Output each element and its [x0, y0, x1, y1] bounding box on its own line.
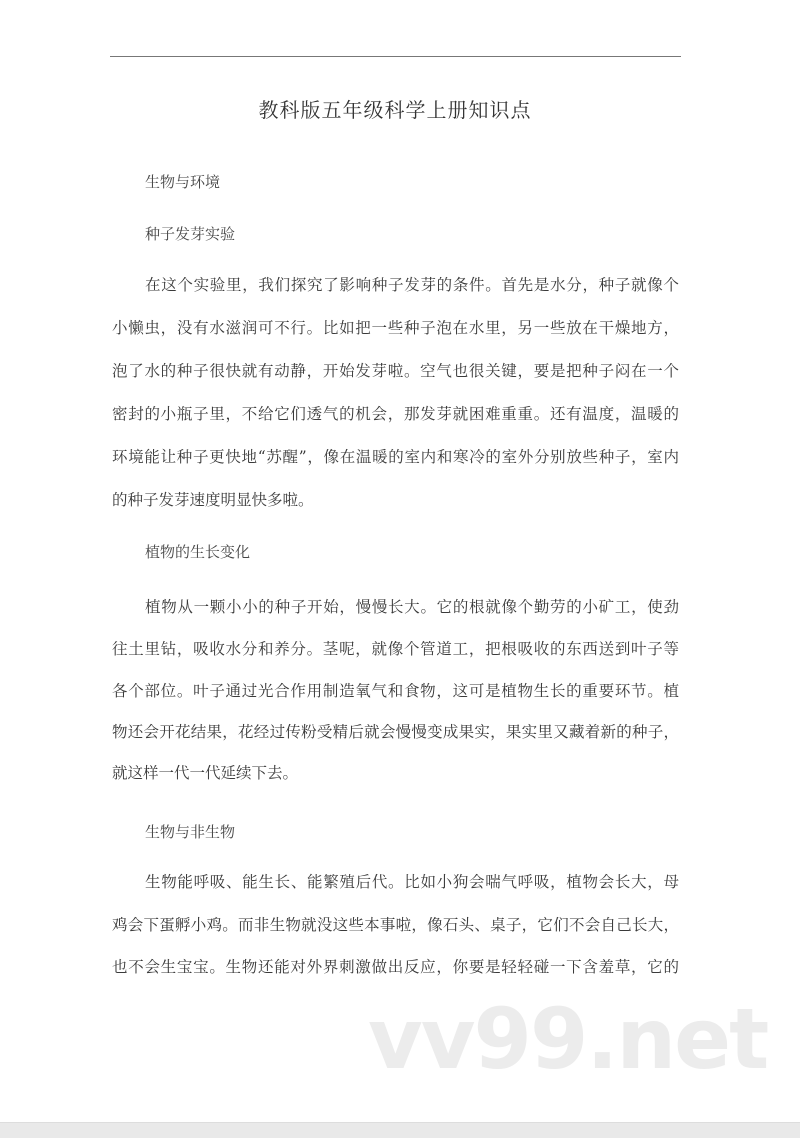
watermark: vv99.net: [368, 990, 768, 1088]
paragraph-line: 密封的小瓶子里，不给它们透气的机会，那发芽就困难重重。还有温度，温暖的: [112, 405, 679, 423]
paragraph-line: 就这样一代一代延续下去。: [112, 764, 299, 782]
paragraph-line: 也不会生宝宝。生物还能对外界刺激做出反应，你要是轻轻碰一下含羞草，它的: [112, 958, 679, 976]
section-heading: 生物与环境: [145, 173, 221, 191]
section-heading: 植物的生长变化: [145, 543, 251, 561]
section-heading: 种子发芽实验: [145, 225, 236, 243]
paragraph-line: 泡了水的种子很快就有动静，开始发芽啦。空气也很关键，要是把种子闷在一个: [112, 362, 679, 380]
paragraph-line: 生物能呼吸、能生长、能繁殖后代。比如小狗会喘气呼吸，植物会长大，母: [145, 873, 679, 891]
paragraph-line: 鸡会下蛋孵小鸡。而非生物就没这些本事啦，像石头、桌子，它们不会自己长大，: [112, 916, 679, 934]
paragraph-line: 植物从一颗小小的种子开始，慢慢长大。它的根就像个勤劳的小矿工，使劲: [145, 598, 679, 616]
header-rule: [110, 56, 681, 57]
paragraph-line: 各个部位。叶子通过光合作用制造氧气和食物，这可是植物生长的重要环节。植: [112, 682, 679, 700]
paragraph-line: 物还会开花结果，花经过传粉受精后就会慢慢变成果实，果实里又藏着新的种子，: [112, 723, 679, 741]
paragraph-line: 环境能让种子更快地“苏醒”，像在温暖的室内和寒冷的室外分别放些种子，室内: [112, 448, 679, 466]
paragraph-line: 小懒虫，没有水滋润可不行。比如把一些种子泡在水里，另一些放在干燥地方，: [112, 319, 679, 337]
section-heading: 生物与非生物: [145, 823, 236, 841]
document-title: 教科版五年级科学上册知识点: [258, 98, 532, 122]
paragraph-line: 往土里钻，吸收水分和养分。茎呢，就像个管道工，把根吸收的东西送到叶子等: [112, 640, 679, 658]
paragraph-line: 在这个实验里，我们探究了影响种子发芽的条件。首先是水分，种子就像个: [145, 276, 679, 294]
paragraph-line: 的种子发芽速度明显快多啦。: [112, 491, 314, 509]
bottom-bar: [0, 1122, 800, 1138]
